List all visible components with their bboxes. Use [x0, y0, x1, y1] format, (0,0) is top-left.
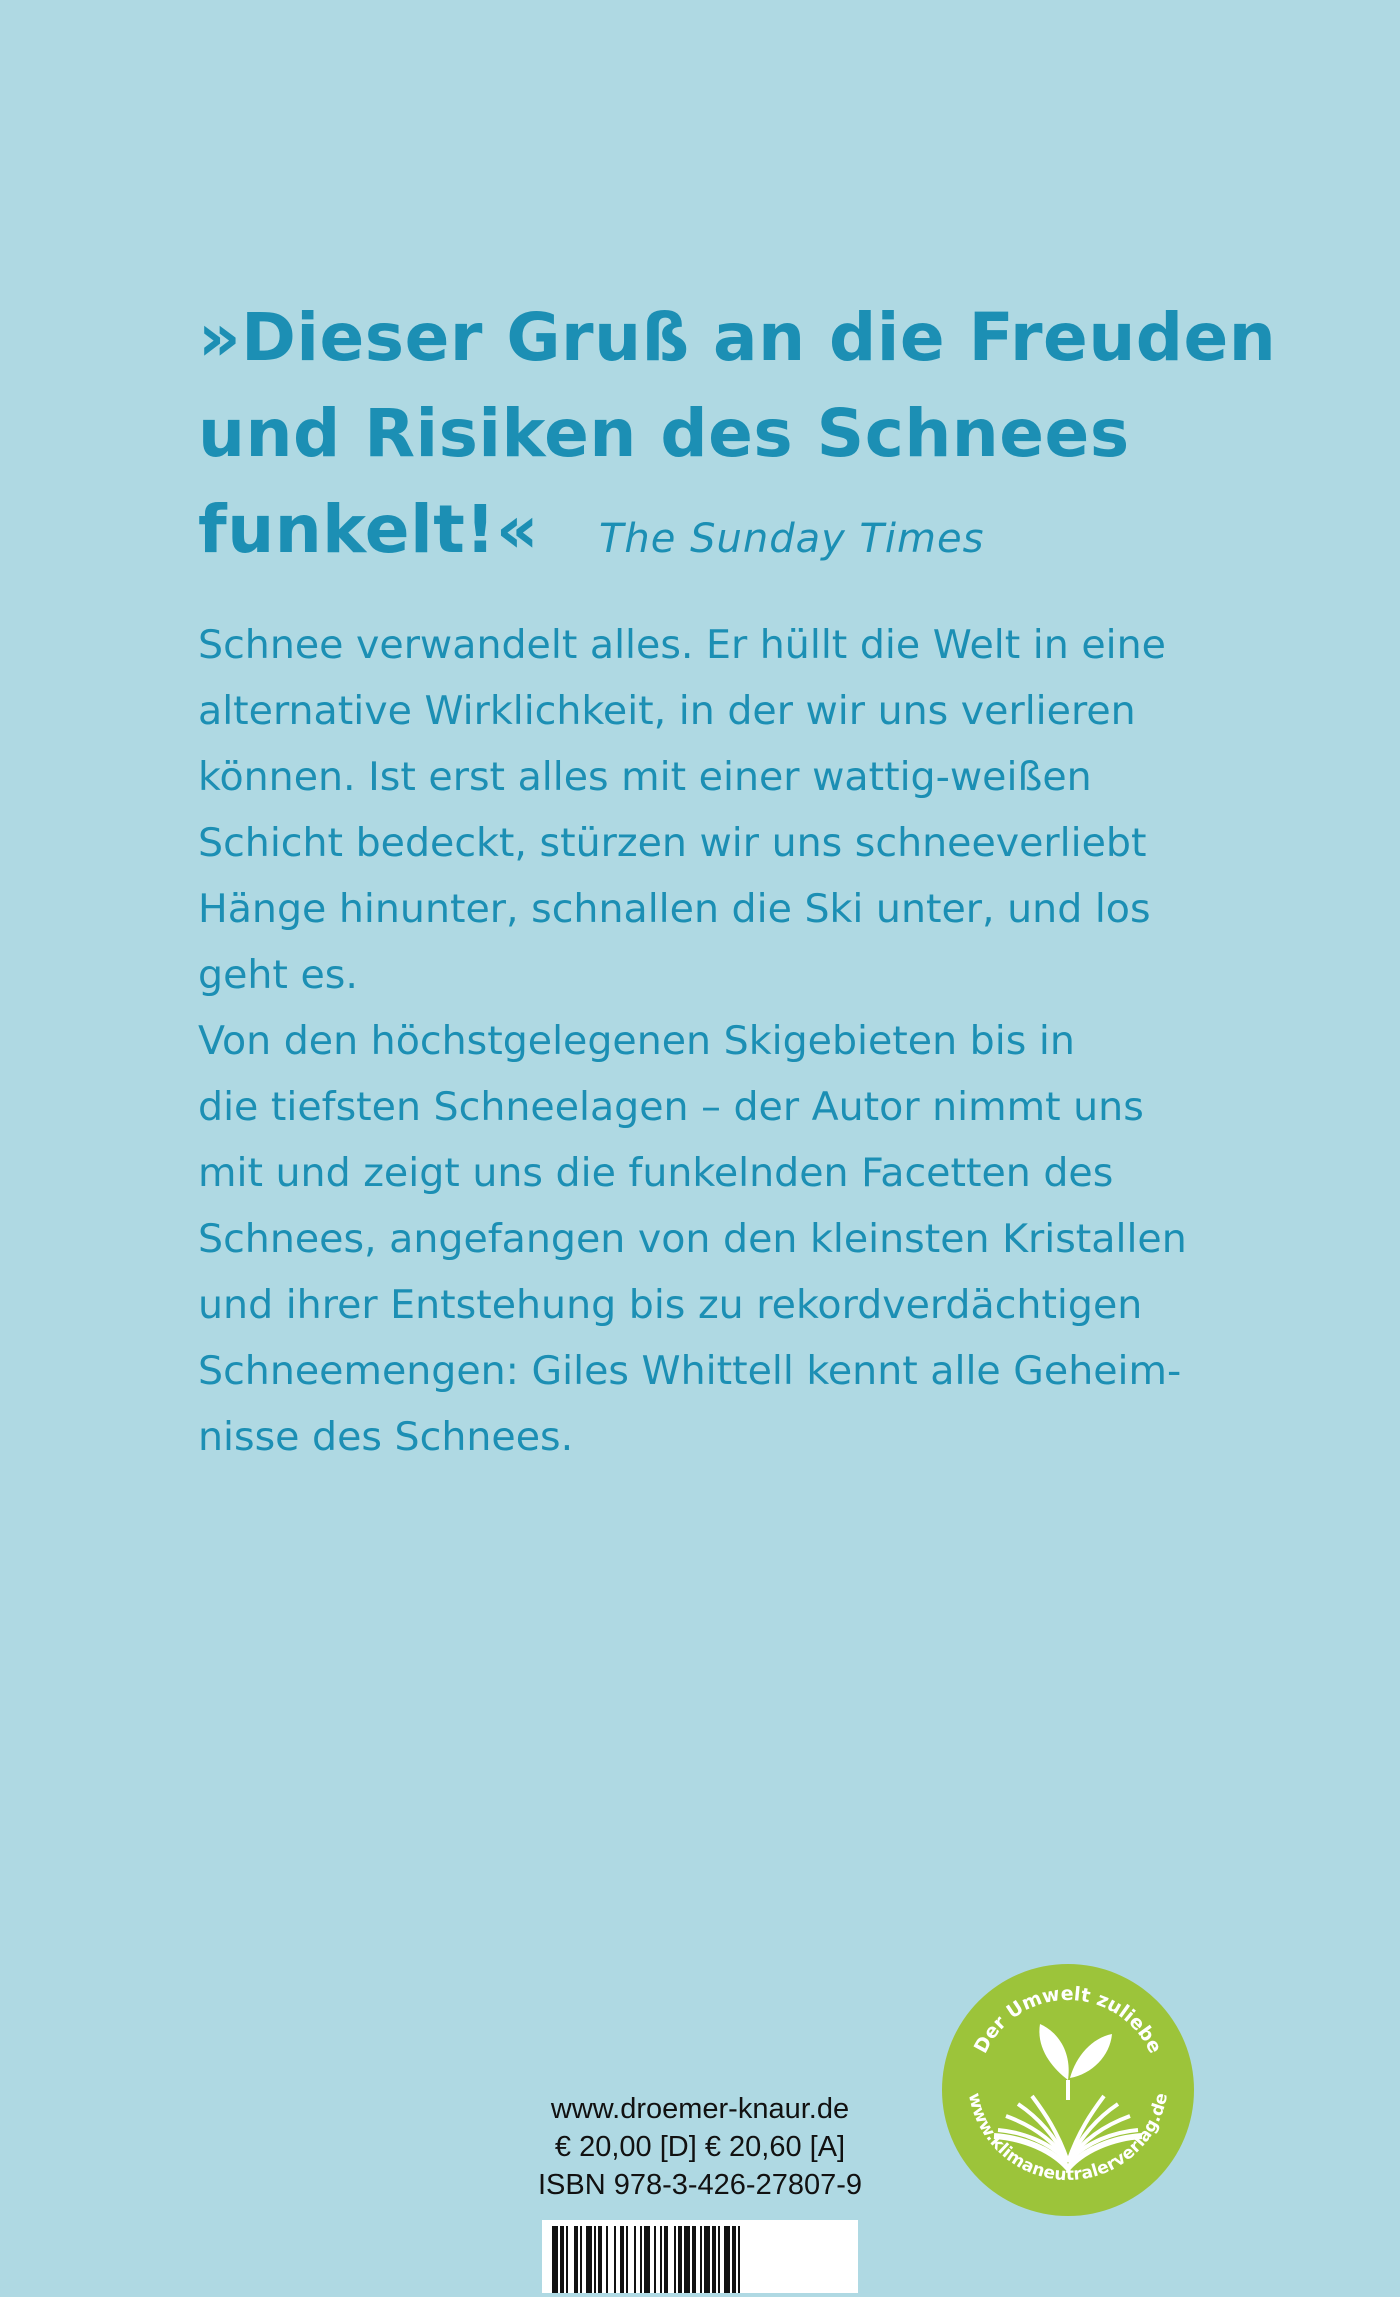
- climate-neutral-badge: [940, 1962, 1196, 2218]
- blurb-line: geht es.: [198, 952, 358, 998]
- barcode-bar: [598, 2226, 602, 2293]
- barcode-bar: [700, 2226, 702, 2293]
- blurb-line: nisse des Schnees.: [198, 1414, 574, 1460]
- barcode-bar: [724, 2226, 730, 2293]
- barcode-bar: [660, 2226, 662, 2293]
- quote-line-text: funkelt!«: [198, 491, 539, 568]
- barcode-bar: [580, 2226, 582, 2293]
- barcode-bar: [594, 2226, 596, 2293]
- quote-line: und Risiken des Schnees: [198, 395, 1130, 472]
- imprint-info: [520, 2090, 880, 2204]
- barcode-bar: [640, 2226, 642, 2293]
- blurb-line: alternative Wirklichkeit, in der wir uns verlieren: [198, 688, 1136, 734]
- price-info: € 20,00 [D] € 20,60 [A]: [554, 2131, 846, 2163]
- barcode-bar: [614, 2226, 616, 2293]
- barcode-bar: [678, 2226, 682, 2293]
- blurb-line: können. Ist erst alles mit einer wattig-weißen: [198, 754, 1092, 800]
- quote-source: The Sunday Times: [598, 516, 985, 562]
- blurb-line: Schicht bedeckt, stürzen wir uns schneeverliebt: [198, 820, 1147, 866]
- barcode-bar: [704, 2226, 710, 2293]
- barcode-bar: [712, 2226, 716, 2293]
- barcode-bar: [674, 2226, 676, 2293]
- badge-top-text: Der Umwelt zuliebe: [969, 1982, 1167, 2057]
- barcode-bar: [664, 2226, 668, 2293]
- barcode-bar: [586, 2226, 592, 2293]
- barcode-bar: [644, 2226, 650, 2293]
- blurb-text: [198, 612, 1238, 1470]
- isbn: ISBN 978-3-426-27807-9: [537, 2169, 863, 2201]
- blurb-line: und ihrer Entstehung bis zu rekordverdächtigen: [198, 1282, 1143, 1328]
- barcode-bar: [718, 2226, 720, 2293]
- barcode-bars: [542, 2220, 858, 2293]
- blurb-line: Schnees, angefangen von den kleinsten Kristallen: [198, 1216, 1187, 1262]
- barcode-bar: [654, 2226, 656, 2293]
- blurb-line: Hänge hinunter, schnallen die Ski unter, und los: [198, 886, 1151, 932]
- quote-line: »Dieser Gruß an die Freuden: [198, 299, 1277, 376]
- barcode-bar: [566, 2226, 568, 2293]
- blurb-line: die tiefsten Schneelagen – der Autor nimmt uns: [198, 1084, 1144, 1130]
- badge-graphic: [940, 1962, 1196, 2218]
- barcode-bar: [738, 2226, 740, 2293]
- barcode-bar: [620, 2226, 624, 2293]
- blurb-line: Von den höchstgelegenen Skigebieten bis in: [198, 1018, 1075, 1064]
- barcode-bar: [574, 2226, 578, 2293]
- barcode-bar: [560, 2226, 564, 2293]
- blurb-line: Schnee verwandelt alles. Er hüllt die Welt in eine: [198, 622, 1166, 668]
- barcode-bar: [552, 2226, 558, 2293]
- blurb-line: mit und zeigt uns die funkelnden Facetten des: [198, 1150, 1114, 1196]
- publisher-website: www.droemer-knaur.de: [550, 2093, 850, 2125]
- barcode-bar: [606, 2226, 608, 2293]
- review-quote: [198, 290, 1277, 587]
- barcode-bar: [692, 2226, 696, 2293]
- barcode-bar: [732, 2226, 736, 2293]
- barcode-bar: [626, 2226, 628, 2293]
- quote-line: [198, 482, 1238, 587]
- blurb-line: Schneemengen: Giles Whittell kennt alle Geheim-: [198, 1348, 1182, 1394]
- barcode-bar: [684, 2226, 690, 2293]
- barcode-bar: [634, 2226, 636, 2293]
- barcode: [542, 2220, 858, 2293]
- badge-bottom-text: www.klimaneutralerverlag.de: [963, 2091, 1173, 2186]
